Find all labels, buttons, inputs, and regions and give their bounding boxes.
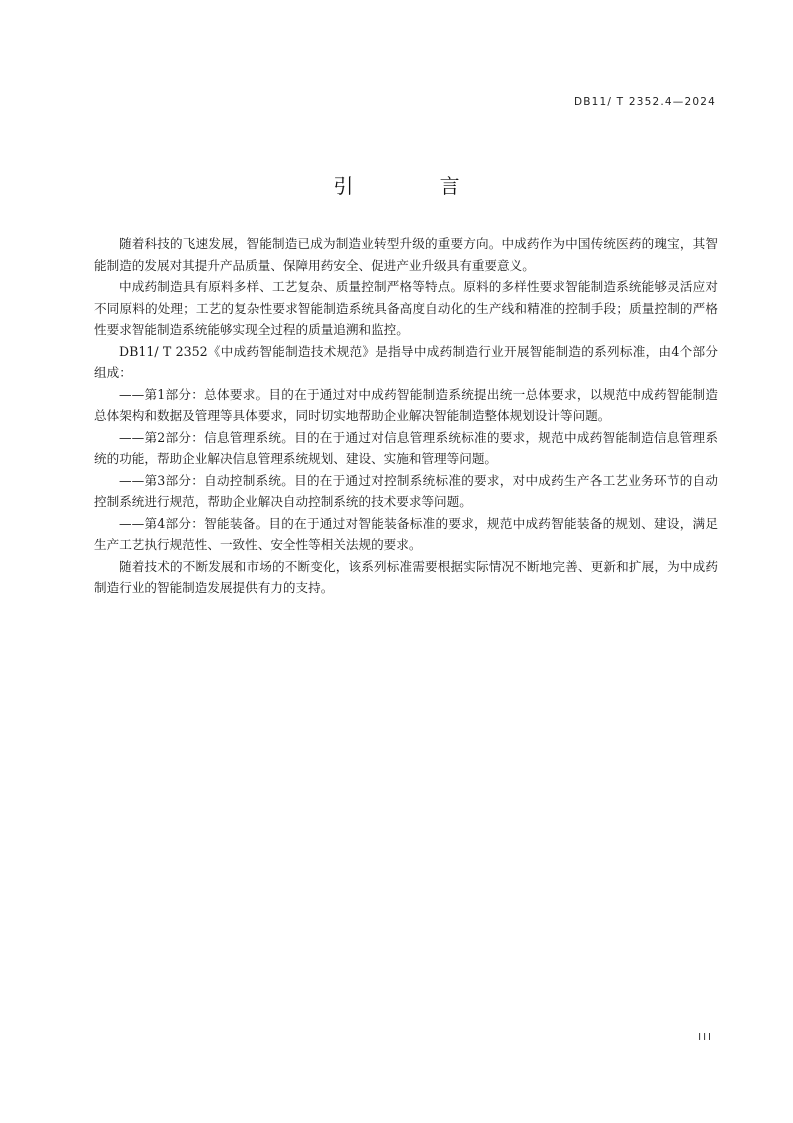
list-item-part-2: ——第2部分：信息管理系统。目的在于通过对信息管理系统标准的要求，规范中成药智能制造信息管理系统的功能，帮助企业解决信息管理系统规划、建设、实施和管理等问题。 — [94, 429, 718, 466]
page-title: 引 言 — [333, 174, 500, 198]
paragraph-characteristics: 中成药制造具有原料多样、工艺复杂、质量控制严格等特点。原料的多样性要求智能制造系统能够灵活应对不同原料的处理；工艺的复杂性要求智能制造系统具备高度自动化的生产线和精准的控制手段；质量控制的严格性要求智能制造系统能够实现全过程的质量追溯和监控。 — [94, 279, 718, 337]
document-code: DB11/ T 2352.4—2024 — [573, 96, 716, 108]
page-number: III — [698, 1032, 713, 1043]
paragraph-intro: 随着科技的飞速发展，智能制造已成为制造业转型升级的重要方向。中成药作为中国传统医药的瑰宝，其智能制造的发展对其提升产品质量、保障用药安全、促进产业升级具有重要意义。 — [94, 236, 718, 273]
list-item-part-1: ——第1部分：总体要求。目的在于通过对中成药智能制造系统提出统一总体要求，以规范中成药智能制造总体架构和数据及管理等具体要求，同时切实地帮助企业解决智能制造整体规划设计等问题。 — [94, 386, 718, 423]
list-item-part-4: ——第4部分：智能装备。目的在于通过对智能装备标准的要求，规范中成药智能装备的规划、建设，满足生产工艺执行规范性、一致性、安全性等相关法规的要求。 — [94, 515, 718, 552]
paragraph-conclusion: 随着技术的不断发展和市场的不断变化，该系列标准需要根据实际情况不断地完善、更新和扩展，为中成药制造行业的智能制造发展提供有力的支持。 — [94, 558, 718, 595]
body-text — [94, 233, 718, 599]
list-item-part-3: ——第3部分：自动控制系统。目的在于通过对控制系统标准的要求，对中成药生产各工艺业务环节的自动控制系统进行规范，帮助企业解决自动控制系统的技术要求等问题。 — [94, 472, 718, 509]
paragraph-series-overview: DB11/ T 2352《中成药智能制造技术规范》是指导中成药制造行业开展智能制造的系列标准，由4个部分组成： — [94, 343, 718, 380]
